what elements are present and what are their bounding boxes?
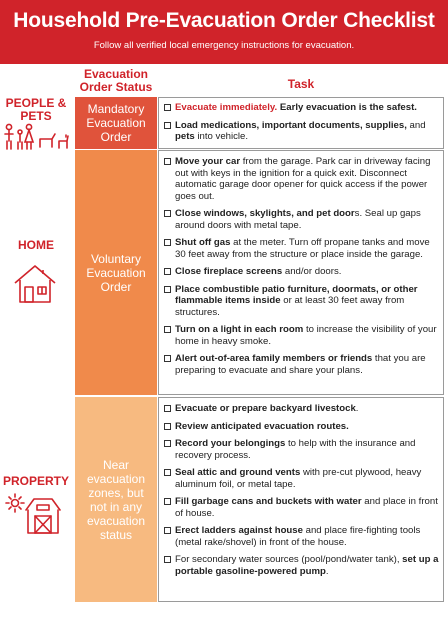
task-text: at the meter. Turn off propane tanks and move 30 feet away from the structure or place inside the garage. [175,237,430,260]
task-text: Close fireplace screens [175,266,283,277]
task-text: . [325,565,329,577]
task-text: into vehicle. [194,131,249,142]
task-text: from the garage. Park car in driveway facing out with keys in the ignition for a quick exit. Disconnect automatic garage door opener for quick access if the power goes out. [175,156,431,202]
task-text: with pre-cut plywood, heavy aluminum foil, or metal tape. [175,467,422,490]
task-text: Turn on a light in each room [175,324,304,335]
task-text: set up a portable gasoline-powered pump [175,554,439,577]
task-text: Erect ladders against house [175,525,303,536]
barn-icon [4,493,66,535]
task-checkbox[interactable] [164,469,171,476]
task-text: Record your belongings [175,438,286,449]
task-checkbox[interactable] [164,556,171,563]
task-checkbox[interactable] [164,423,171,430]
task-text: and/or doors. [282,266,342,277]
task-checkbox[interactable] [164,239,171,246]
task-text: pets [175,131,195,142]
task-item [162,496,440,519]
task-list-property [158,397,444,602]
task-checkbox[interactable] [164,122,171,129]
task-item [162,467,440,490]
family-pets-icon [2,123,70,151]
task-item [162,324,440,347]
task-text: s. Seal up gaps around doors with metal tape. [175,208,421,231]
status-near-evacuation: Near evacuation zones, but not in any evacuation status [75,397,157,602]
task-item [162,237,440,260]
category-people-pets: PEOPLE & PETS [5,96,67,123]
task-checkbox[interactable] [164,286,171,293]
task-text: Fill garbage cans and buckets with water [175,496,362,507]
task-list-people [158,97,444,149]
task-text: and [406,119,426,131]
task-item [162,284,440,319]
task-text: Seal attic and ground vents [175,467,301,478]
task-text: Review anticipated evacuation routes. [175,420,349,432]
task-checkbox[interactable] [164,498,171,505]
task-text: to increase the visibility of your home in heavy smoke. [175,324,437,347]
task-text: to help with the insurance and recovery process. [175,438,416,461]
task-item [162,208,440,231]
task-item [162,102,440,114]
task-text: and place in front of house. [175,496,438,519]
house-icon [13,263,57,305]
task-list-home [158,150,444,395]
status-mandatory: Mandatory Evacuation Order [75,97,157,149]
category-home: HOME [18,238,54,252]
task-text: that you are preparing to evacuate and share your plans. [175,353,426,376]
category-property: PROPERTY [2,474,69,488]
task-item [162,421,440,433]
task-text: Load medications, important documents, supplies, [175,119,407,131]
task-checkbox[interactable] [164,440,171,447]
task-text: Close windows, skylights, and pet door [175,208,355,219]
task-checkbox[interactable] [164,326,171,333]
task-checkbox[interactable] [164,405,171,412]
status-column-header: Evacuation Order Status [79,67,153,94]
task-text: Early evacuation is the safest. [277,102,417,113]
task-item [162,266,440,278]
task-item [162,554,440,577]
task-checkbox[interactable] [164,210,171,217]
task-checkbox[interactable] [164,268,171,275]
task-text: and place fire-fighting tools (metal rake/shovel) in front of the house. [175,525,421,548]
task-item [162,403,440,415]
task-text: Evacuate immediately. [175,102,278,113]
page-subtitle: Follow all verified local emergency instructions for evacuation. [93,40,355,51]
task-checkbox[interactable] [164,158,171,165]
task-checkbox[interactable] [164,355,171,362]
page-title: Household Pre-Evacuation Order Checklist [13,9,435,32]
task-text: Move your car [175,156,241,167]
task-item [162,353,440,376]
header-banner [0,0,448,64]
task-item [162,525,440,548]
task-text: Evacuate or prepare backyard livestock [175,403,356,414]
task-item [162,438,440,461]
task-text: Place combustible patio furniture, doormats, or other flammable items inside [175,283,418,306]
task-item [162,156,440,202]
task-text: Shut off gas [175,237,231,248]
status-voluntary: Voluntary Evacuation Order [75,150,157,395]
task-column-header: Task [287,77,315,91]
task-checkbox[interactable] [164,527,171,534]
task-text: or at least 30 feet away from structures. [175,295,405,318]
task-text: For secondary water sources (pool/pond/water tank), [175,554,403,565]
task-text: Alert out-of-area family members or friends [175,353,373,364]
task-text: . [355,403,359,414]
task-item [162,120,440,143]
task-checkbox[interactable] [164,104,171,111]
